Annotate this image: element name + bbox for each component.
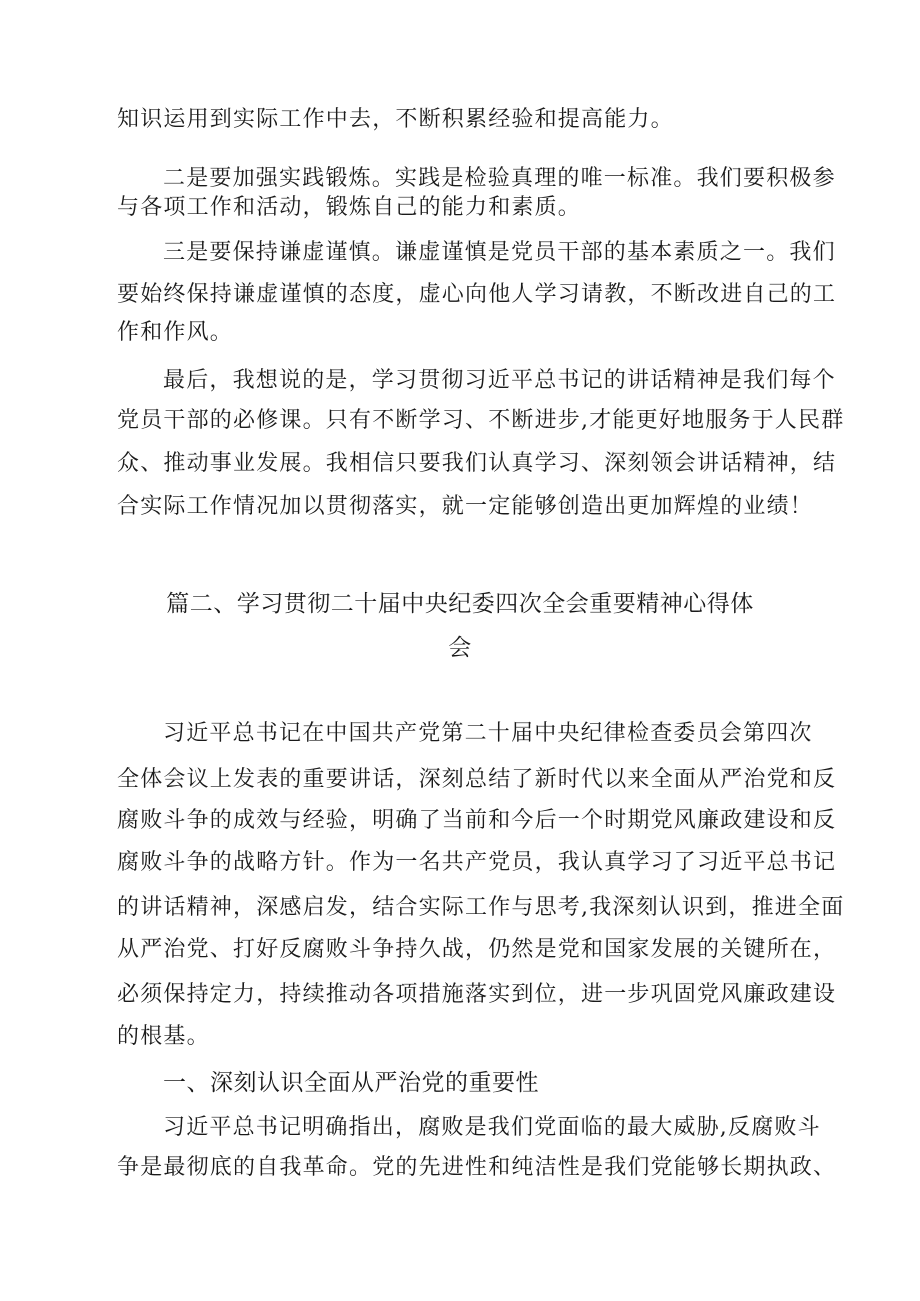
paragraph-continuation-line-1: 知识运用到实际工作中去，不断积累经验和提高能力。 bbox=[117, 107, 674, 132]
article-title-line-1: 篇二、学习贯彻二十届中央纪委四次全会重要精神心得体 bbox=[166, 591, 754, 617]
closing-line-1: 最后，我想说的是，学习贯彻习近平总书记的讲话精神是我们每个 bbox=[163, 368, 836, 393]
point2-line-2: 与各项工作和活动，锻炼自己的能力和素质。 bbox=[117, 195, 582, 220]
section1-line-1: 习近平总书记明确指出，腐败是我们党面临的最大威胁,反腐败斗 bbox=[163, 1115, 821, 1140]
point3-line-1: 三是要保持谦虚谨慎。谦虚谨慎是党员干部的基本素质之一。我们 bbox=[163, 240, 836, 265]
intro-line-8: 的根基。 bbox=[117, 1024, 210, 1049]
intro-line-5: 的讲话精神，深感启发，结合实际工作与思考,我深刻认识到，推进全面 bbox=[117, 895, 845, 920]
closing-line-3: 众、推动事业发展。我相信只要我们认真学习、深刻领会讲话精神，结 bbox=[117, 451, 837, 476]
intro-line-3: 腐败斗争的成效与经验，明确了当前和今后一个时期党风廉政建设和反 bbox=[117, 808, 837, 833]
intro-line-6: 从严治党、打好反腐败斗争持久战，仍然是党和国家发展的关键所在， bbox=[117, 937, 837, 962]
point3-line-2: 要始终保持谦虚谨慎的态度，虚心向他人学习请教，不断改进自己的工 bbox=[117, 282, 837, 307]
closing-line-4: 合实际工作情况加以贯彻落实，就一定能够创造出更加辉煌的业绩！ bbox=[117, 494, 814, 519]
intro-line-1: 习近平总书记在中国共产党第二十届中央纪律检查委员会第四次 bbox=[163, 721, 813, 746]
closing-line-2: 党员干部的必修课。只有不断学习、不断进步,才能更好地服务于人民群 bbox=[117, 408, 845, 433]
point3-line-3: 作和作风。 bbox=[117, 320, 234, 345]
section1-line-2: 争是最彻底的自我革命。党的先进性和纯洁性是我们党能够长期执政、 bbox=[117, 1155, 837, 1180]
point2-line-1: 二是要加强实践锻炼。实践是检验真理的唯一标准。我们要积极参 bbox=[163, 166, 836, 191]
intro-line-7: 必须保持定力，持续推动各项措施落实到位，进一步巩固党风廉政建设 bbox=[117, 982, 837, 1007]
intro-line-4: 腐败斗争的战略方针。作为一名共产党员，我认真学习了习近平总书记 bbox=[117, 850, 837, 875]
intro-line-2: 全体会议上发表的重要讲话，深刻总结了新时代以来全面从严治党和反 bbox=[117, 767, 837, 792]
section-heading: 一、深刻认识全面从严治党的重要性 bbox=[163, 1070, 539, 1096]
article-title-line-2: 会 bbox=[448, 635, 472, 661]
